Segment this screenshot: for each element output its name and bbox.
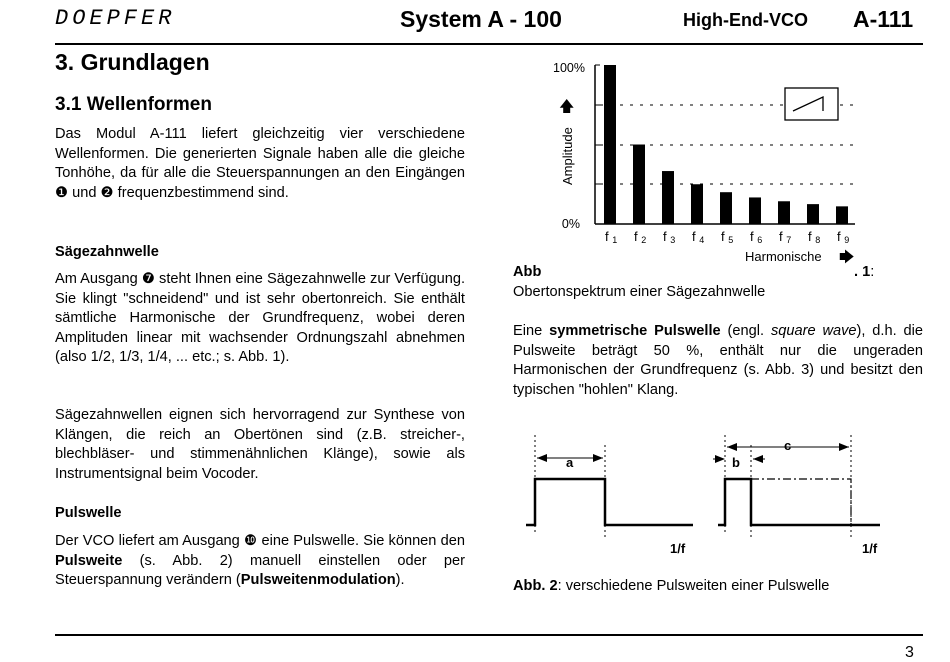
header-divider <box>55 43 923 45</box>
saw-paragraph-2: Sägezahnwellen eignen sich hervorragend zur Synthese von Klängen, die reich an Obertönen sind (z.B. streicher-, blechbläser- und stimmenähnlichen Klänge), sowie als Instrumentsignal beim Vocoder. <box>55 407 465 482</box>
module-number: A-111 <box>853 6 914 32</box>
x-tick-labels <box>605 229 849 245</box>
module-name: High-End-VCO <box>683 10 808 30</box>
page-number: 3 <box>905 644 914 661</box>
label-a: a <box>566 455 574 470</box>
square-wave-paragraph: Eine symmetrische Pulswelle (engl. square wave), d.h. die Pulsweite beträgt 50 %, enthält nur die ungeraden Harmonischen der Grundfrequenz (s. Abb. 3) und besitzt den typischen "hohlen" Klang. <box>513 323 924 398</box>
bar-f8 <box>807 204 819 224</box>
section-title: 3. Grundlagen <box>55 49 210 75</box>
x-tick-label-f7: f 7 <box>779 229 792 245</box>
section-subtitle: 3.1 Wellenformen <box>55 94 212 115</box>
pulse-paragraph: Der VCO liefert am Ausgang ❿ eine Pulswelle. Sie können den Pulsweite (s. Abb. 2) manuell einstellen oder per Steuerspannung verändern (Pulsweitenmodulation). <box>55 533 465 589</box>
y-axis-label: Amplitude <box>560 127 575 185</box>
x-tick-label-f9: f 9 <box>837 229 850 245</box>
figure1-caption: Abb . 1: Obertonspektrum einer Sägezahnwelle <box>513 264 875 300</box>
bar-f4 <box>691 184 703 224</box>
bar-f1 <box>604 65 616 224</box>
period-label-1: 1/f <box>670 541 686 556</box>
saw-paragraph-1: Am Ausgang ❼ steht Ihnen eine Sägezahnwelle zur Verfügung. Sie klingt "schneidend" und ist sehr obertonreich. Sie enthält sämtliche Harmonische der Grundfrequenz, wobei deren Amplituden linear mit wachsender Ordnungszahl abnehmen (also 1/2, 1/3, 1/4, ... etc.; s. Abb. 1). <box>55 271 465 366</box>
figure2-caption: Abb. 2: verschiedene Pulsweiten einer Pulswelle <box>513 578 830 594</box>
y-bottom-label: 0% <box>561 217 580 231</box>
period-label-2: 1/f <box>862 541 878 556</box>
x-tick-label-f6: f 6 <box>750 229 763 245</box>
y-top-label: 100% <box>553 61 585 75</box>
bar-f7 <box>778 201 790 224</box>
x-tick-label-f3: f 3 <box>663 229 676 245</box>
x-tick-label-f1: f 1 <box>605 229 618 245</box>
bar-f6 <box>749 197 761 224</box>
up-arrow-icon: 🡅 <box>559 98 575 115</box>
bar-f5 <box>720 192 732 224</box>
pulse-heading: Pulswelle <box>55 505 122 521</box>
right-arrow-icon: 🡆 <box>839 249 855 266</box>
saw-heading: Sägezahnwelle <box>55 244 159 260</box>
label-c: c <box>784 438 792 453</box>
bar-f2 <box>633 145 645 225</box>
label-b: b <box>732 455 740 470</box>
brand-logo: DOEPFER <box>55 6 176 31</box>
sawtooth-spectrum-chart <box>540 55 930 270</box>
x-tick-label-f4: f 4 <box>692 229 705 245</box>
bar-f3 <box>662 171 674 224</box>
footer-divider <box>55 634 923 636</box>
pulse-wave-b-c <box>713 435 880 540</box>
intro-paragraph: Das Modul A-111 liefert gleichzeitig vier verschiedene Wellenformen. Die generierten Signale haben alle die gleiche Tonhöhe, da für alle die Steuerspannungen an den Eingängen ❶ und ❷ frequenzbestimmend sind. <box>55 126 465 201</box>
x-tick-label-f8: f 8 <box>808 229 821 245</box>
system-title: System A - 100 <box>400 6 562 32</box>
sawtooth-symbol-box <box>785 88 838 120</box>
pulse-wave-a <box>526 435 693 540</box>
x-axis-label: Harmonische <box>745 249 822 264</box>
bar-f9 <box>836 206 848 224</box>
x-tick-label-f5: f 5 <box>721 229 734 245</box>
x-tick-label-f2: f 2 <box>634 229 647 245</box>
pulse-width-diagram <box>518 430 918 560</box>
